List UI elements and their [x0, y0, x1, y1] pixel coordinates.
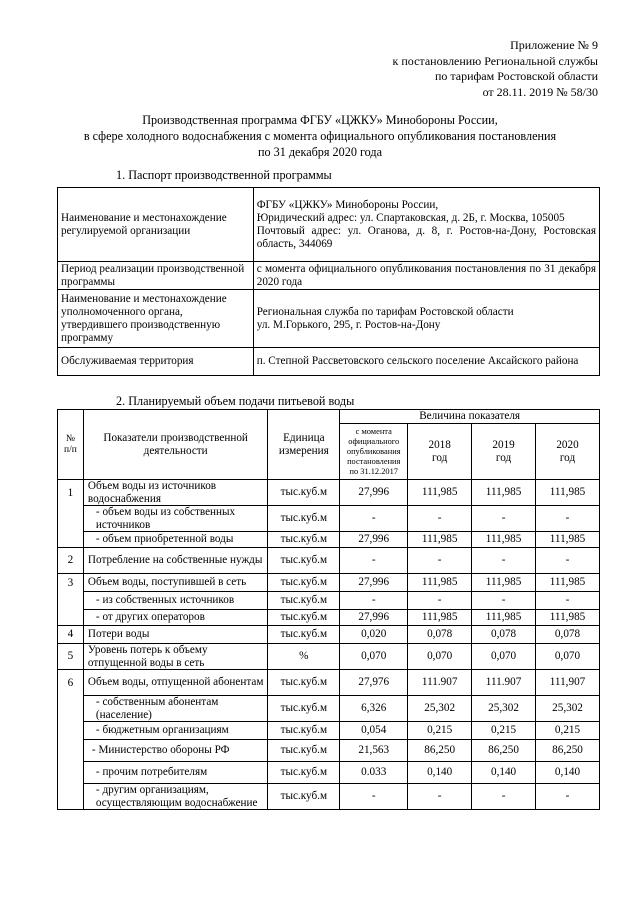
title-line: по 31 декабря 2020 года: [257, 145, 383, 159]
row-unit: тыс.куб.м: [268, 592, 340, 610]
row-unit: тыс.куб.м: [268, 626, 340, 644]
row-number: [58, 592, 84, 610]
row-value-2018: -: [408, 548, 472, 574]
row-value-2018: 111.907: [408, 670, 472, 696]
row-unit: тыс.куб.м: [268, 574, 340, 592]
section-2-heading: 2. Планируемый объем подачи питьевой воды: [116, 394, 355, 408]
passport-value: [253, 262, 599, 290]
row-value-first: -: [340, 506, 408, 532]
row-number: 1: [58, 480, 84, 506]
row-value-2018: 0,070: [408, 644, 472, 670]
row-value-2020: 111,985: [536, 532, 600, 548]
row-indicator: - прочим потребителям: [83, 762, 267, 784]
row-value-2018: 0,140: [408, 762, 472, 784]
header-indicator: Показатели производственной деятельности: [83, 410, 267, 480]
table-row: [58, 532, 600, 548]
row-value-2018: 86,250: [408, 740, 472, 762]
appendix-line: по тарифам Ростовской области: [434, 69, 598, 83]
row-unit: тыс.куб.м: [268, 696, 340, 722]
row-value-2020: 0,140: [536, 762, 600, 784]
row-value-first: 0,020: [340, 626, 408, 644]
row-indicator: - другим организациям, осуществляющим водоснабжение: [83, 784, 267, 810]
table-row: [58, 762, 600, 784]
passport-value: [253, 290, 599, 348]
row-value-first: 0,070: [340, 644, 408, 670]
row-unit: тыс.куб.м: [268, 610, 340, 626]
table-row: [58, 784, 600, 810]
row-value-2020: -: [536, 506, 600, 532]
table-row: [58, 696, 600, 722]
header-unit: Единица измерения: [268, 410, 340, 480]
row-value-2018: 111,985: [408, 480, 472, 506]
row-number: [58, 696, 84, 722]
row-value-first: 27,976: [340, 670, 408, 696]
header-col-2020: 2020 год: [536, 424, 600, 480]
row-unit: тыс.куб.м: [268, 670, 340, 696]
row-indicator: - из собственных источников: [83, 592, 267, 610]
row-value-2018: 111,985: [408, 574, 472, 592]
table-row: [58, 722, 600, 740]
table-row: [58, 626, 600, 644]
row-value-first: 27,996: [340, 610, 408, 626]
row-value-first: 27,996: [340, 480, 408, 506]
row-unit: тыс.куб.м: [268, 784, 340, 810]
passport-row: [58, 188, 600, 262]
table-row: [58, 740, 600, 762]
passport-value: [253, 188, 599, 262]
passport-value-line: с момента официального опубликования постановления по 31 декабря 2020 года: [256, 262, 596, 288]
passport-value: [253, 348, 599, 376]
table-row: [58, 480, 600, 506]
row-value-first: 0,054: [340, 722, 408, 740]
row-value-2018: 111,985: [408, 610, 472, 626]
row-unit: тыс.куб.м: [268, 506, 340, 532]
row-value-2019: 111,985: [472, 480, 536, 506]
passport-value-line: Почтовый адрес: ул. Оганова, д. 8, г. Ростов-на-Дону, Ростовская область, 344069: [256, 224, 596, 250]
row-value-2019: -: [472, 784, 536, 810]
row-indicator: - бюджетным организациям: [83, 722, 267, 740]
row-unit: %: [268, 644, 340, 670]
row-value-2020: -: [536, 548, 600, 574]
section-1-heading: 1. Паспорт производственной программы: [116, 168, 332, 182]
row-value-2020: 0,070: [536, 644, 600, 670]
row-indicator: Уровень потерь к объему отпущенной воды в сеть: [83, 644, 267, 670]
title-line: Производственная программа ФГБУ «ЦЖКУ» Минобороны России,: [142, 113, 498, 127]
row-value-2019: -: [472, 592, 536, 610]
table-row: [58, 506, 600, 532]
row-unit: тыс.куб.м: [268, 548, 340, 574]
row-number: [58, 506, 84, 532]
row-number: [58, 784, 84, 810]
row-unit: тыс.куб.м: [268, 762, 340, 784]
row-value-2020: 86,250: [536, 740, 600, 762]
row-indicator: Потери воды: [83, 626, 267, 644]
row-number: 4: [58, 626, 84, 644]
row-unit: тыс.куб.м: [268, 722, 340, 740]
passport-label: Период реализации производственной программы: [58, 262, 254, 290]
passport-value-line: ФГБУ «ЦЖКУ» Минобороны России,: [256, 198, 439, 211]
row-value-first: 21,563: [340, 740, 408, 762]
document-title: [60, 112, 580, 160]
row-value-2018: 111,985: [408, 532, 472, 548]
row-value-2018: -: [408, 506, 472, 532]
row-number: [58, 722, 84, 740]
row-unit: тыс.куб.м: [268, 740, 340, 762]
row-value-first: -: [340, 784, 408, 810]
row-value-2020: 111,985: [536, 610, 600, 626]
row-indicator: - от других операторов: [83, 610, 267, 626]
volume-table: [57, 409, 600, 810]
row-number: 5: [58, 644, 84, 670]
row-value-2019: 111,985: [472, 574, 536, 592]
appendix-line: от 28.11. 2019 № 58/30: [482, 84, 598, 99]
row-indicator: - Министерство обороны РФ: [83, 740, 267, 762]
passport-row: [58, 348, 600, 376]
row-value-2019: 0,140: [472, 762, 536, 784]
row-number: 3: [58, 574, 84, 592]
row-value-2020: -: [536, 784, 600, 810]
row-value-2019: 0,215: [472, 722, 536, 740]
header-col-2019: 2019 год: [472, 424, 536, 480]
row-value-first: 27,996: [340, 574, 408, 592]
row-indicator: Объем воды из источников водоснабжения: [83, 480, 267, 506]
table-row: [58, 592, 600, 610]
row-indicator: - собственным абонентам (население): [83, 696, 267, 722]
passport-value-line: ул. М.Горького, 295, г. Ростов-на-Дону: [256, 318, 441, 331]
title-line: в сфере холодного водоснабжения с момента официального опубликования постановления: [83, 129, 557, 143]
passport-label: Наименование и местонахождение уполномоченного органа, утвердившего производственную программу: [58, 290, 254, 348]
table-row: [58, 644, 600, 670]
row-value-2019: -: [472, 506, 536, 532]
appendix-line: Приложение № 9: [510, 38, 598, 52]
row-number: [58, 740, 84, 762]
row-indicator: Объем воды, отпущенной абонентам: [83, 670, 267, 696]
row-indicator: Потребление на собственные нужды: [83, 548, 267, 574]
row-value-first: 6,326: [340, 696, 408, 722]
passport-value-line: п. Степной Рассветовского сельского поселение Аксайского района: [256, 355, 579, 367]
appendix-line: к постановлению Региональной службы: [392, 53, 598, 68]
table-row: [58, 548, 600, 574]
passport-table: [57, 187, 600, 376]
row-value-2019: -: [472, 548, 536, 574]
row-value-2020: 111,907: [536, 670, 600, 696]
row-number: 6: [58, 670, 84, 696]
passport-value-line: Региональная служба по тарифам Ростовской области: [256, 305, 514, 318]
row-value-2019: 111,985: [472, 610, 536, 626]
row-value-2019: 111.907: [472, 670, 536, 696]
row-value-2018: 0,215: [408, 722, 472, 740]
passport-row: [58, 290, 600, 348]
row-value-2020: 111,985: [536, 480, 600, 506]
row-value-2019: 111,985: [472, 532, 536, 548]
passport-label: Наименование и местонахождение регулируемой организации: [58, 188, 254, 262]
row-number: [58, 762, 84, 784]
row-value-first: -: [340, 592, 408, 610]
row-value-2020: 0,078: [536, 626, 600, 644]
row-value-2019: 0,078: [472, 626, 536, 644]
row-value-2019: 0,070: [472, 644, 536, 670]
row-value-first: 0.033: [340, 762, 408, 784]
row-value-2019: 25,302: [472, 696, 536, 722]
row-value-2018: -: [408, 784, 472, 810]
row-value-first: -: [340, 548, 408, 574]
row-value-2020: 111,985: [536, 574, 600, 592]
row-value-2020: 25,302: [536, 696, 600, 722]
row-indicator: Объем воды, поступившей в сеть: [83, 574, 267, 592]
header-col-first: с момента официального опубликования постановления по 31.12.2017: [340, 424, 408, 480]
passport-row: [58, 262, 600, 290]
passport-value-line: Юридический адрес: ул. Спартаковская, д. 2Б, г. Москва, 105005: [256, 211, 565, 224]
table-row: [58, 610, 600, 626]
row-value-2019: 86,250: [472, 740, 536, 762]
header-num: № п/п: [58, 410, 84, 480]
row-indicator: - объем приобретенной воды: [83, 532, 267, 548]
row-unit: тыс.куб.м: [268, 532, 340, 548]
row-value-2020: -: [536, 592, 600, 610]
row-value-2020: 0,215: [536, 722, 600, 740]
row-value-2018: 25,302: [408, 696, 472, 722]
table-row: [58, 670, 600, 696]
table-row: [58, 574, 600, 592]
row-indicator: - объем воды из собственных источников: [83, 506, 267, 532]
row-number: 2: [58, 548, 84, 574]
appendix-block: [393, 38, 598, 100]
passport-label: Обслуживаемая территория: [58, 348, 254, 376]
row-number: [58, 610, 84, 626]
header-col-2018: 2018 год: [408, 424, 472, 480]
row-value-2018: 0,078: [408, 626, 472, 644]
header-value-group: Величина показателя: [340, 410, 600, 424]
row-number: [58, 532, 84, 548]
row-value-2018: -: [408, 592, 472, 610]
row-value-first: 27,996: [340, 532, 408, 548]
row-unit: тыс.куб.м: [268, 480, 340, 506]
